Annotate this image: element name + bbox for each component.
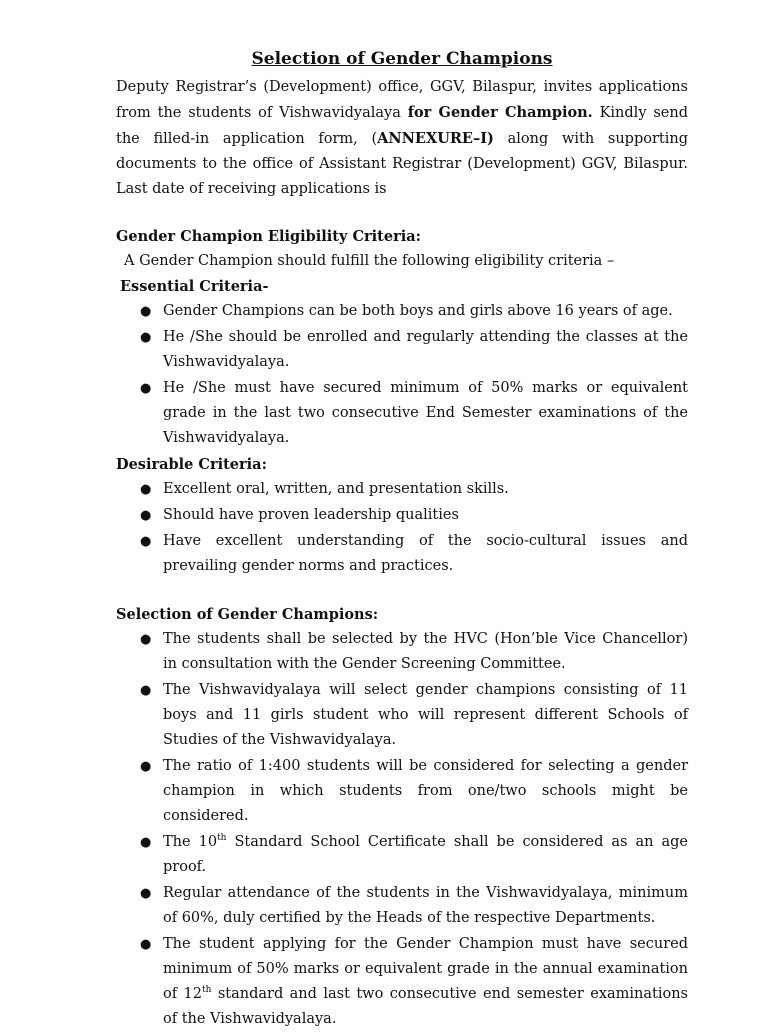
list-item-text: Excellent oral, written, and presentation skills. <box>163 481 509 497</box>
bullet-icon: ● <box>140 886 152 901</box>
document-title: Selection of Gender Champions <box>251 49 553 69</box>
intro-paragraph <box>116 75 688 202</box>
list-item-text: Regular attendance of the students in the Vishwavidyalaya, minimum of 60%, duly certified by the Heads of the respective Departments. <box>163 885 688 926</box>
intro-text-2: Kindly send the filled-in application form, ( <box>116 105 689 147</box>
eligibility-heading: Gender Champion Eligibility Criteria: <box>116 228 421 245</box>
list-item <box>116 830 688 880</box>
list-item-text <box>163 936 688 1027</box>
bullet-icon: ● <box>140 683 152 698</box>
list-item <box>116 477 688 502</box>
list-item <box>116 754 688 829</box>
text-fragment: The 10 <box>163 834 218 850</box>
desirable-list <box>116 477 688 579</box>
text-fragment: The student applying for the Gender Champion must have secured minimum of 50% marks or equivalent grade in the annual examination of 12 <box>163 936 688 1002</box>
essential-heading: Essential Criteria- <box>120 278 269 295</box>
text-fragment: Standard School Certificate shall be considered as an age proof. <box>163 834 688 875</box>
list-item <box>116 376 688 451</box>
bullet-icon: ● <box>140 835 152 850</box>
bullet-icon: ● <box>140 330 152 345</box>
superscript: th <box>201 985 212 996</box>
list-item <box>116 299 688 324</box>
list-item <box>116 678 688 753</box>
list-item-text: He /She should be enrolled and regularly attending the classes at the Vishwavidyalaya. <box>163 329 688 370</box>
selection-list <box>116 627 688 1032</box>
list-item <box>116 503 688 528</box>
intro-text-3: along with supporting documents to the office of Assistant Registrar (Development) GGV, Bilaspur. Last date of receiving applications is <box>116 131 688 197</box>
bullet-icon: ● <box>140 381 152 396</box>
desirable-heading: Desirable Criteria: <box>116 456 267 473</box>
bullet-icon: ● <box>140 508 152 523</box>
text-fragment: standard and last two consecutive end semester examinations of the Vishwavidyalaya. <box>163 986 689 1027</box>
spacer <box>116 580 688 602</box>
bullet-icon: ● <box>140 632 152 647</box>
list-item-text <box>163 834 688 875</box>
list-item <box>116 932 688 1032</box>
spacer <box>116 202 688 224</box>
eligibility-lead: A Gender Champion should fulfill the following eligibility criteria – <box>124 253 615 269</box>
selection-heading: Selection of Gender Champions: <box>116 606 379 623</box>
list-item <box>116 881 688 931</box>
intro-bold-1: for Gender Champion. <box>407 104 593 121</box>
list-item-text: Should have proven leadership qualities <box>163 507 459 523</box>
list-item-text: The students shall be selected by the HVC (Hon’ble Vice Chancellor) in consultation with the Gender Screening Committee. <box>163 631 688 672</box>
essential-list <box>116 299 688 451</box>
bullet-icon: ● <box>140 534 152 549</box>
intro-text-1: Deputy Registrar’s (Development) office, GGV, Bilaspur, invites applications from the students of Vishwavidyalaya <box>116 79 688 121</box>
bullet-icon: ● <box>140 304 152 319</box>
list-item <box>116 529 688 579</box>
list-item-text: The Vishwavidyalaya will select gender champions consisting of 11 boys and 11 girls student who will represent different Schools of Studies of the Vishwavidyalaya. <box>163 682 688 748</box>
bullet-icon: ● <box>140 937 152 952</box>
document-page <box>116 47 688 1033</box>
list-item-text: Have excellent understanding of the socio-cultural issues and prevailing gender norms and practices. <box>163 533 688 574</box>
bullet-icon: ● <box>140 759 152 774</box>
list-item-text: He /She must have secured minimum of 50% marks or equivalent grade in the last two consecutive End Semester examinations of the Vishwavidyalaya. <box>163 380 688 446</box>
bullet-icon: ● <box>140 482 152 497</box>
superscript: th <box>217 833 227 844</box>
intro-bold-2: ANNEXURE–I) <box>377 130 494 147</box>
list-item-text: Gender Champions can be both boys and girls above 16 years of age. <box>163 303 673 319</box>
list-item <box>116 627 688 677</box>
list-item <box>116 325 688 375</box>
list-item-text: The ratio of 1:400 students will be considered for selecting a gender champion in which students from one/two schools might be considered. <box>163 758 688 824</box>
